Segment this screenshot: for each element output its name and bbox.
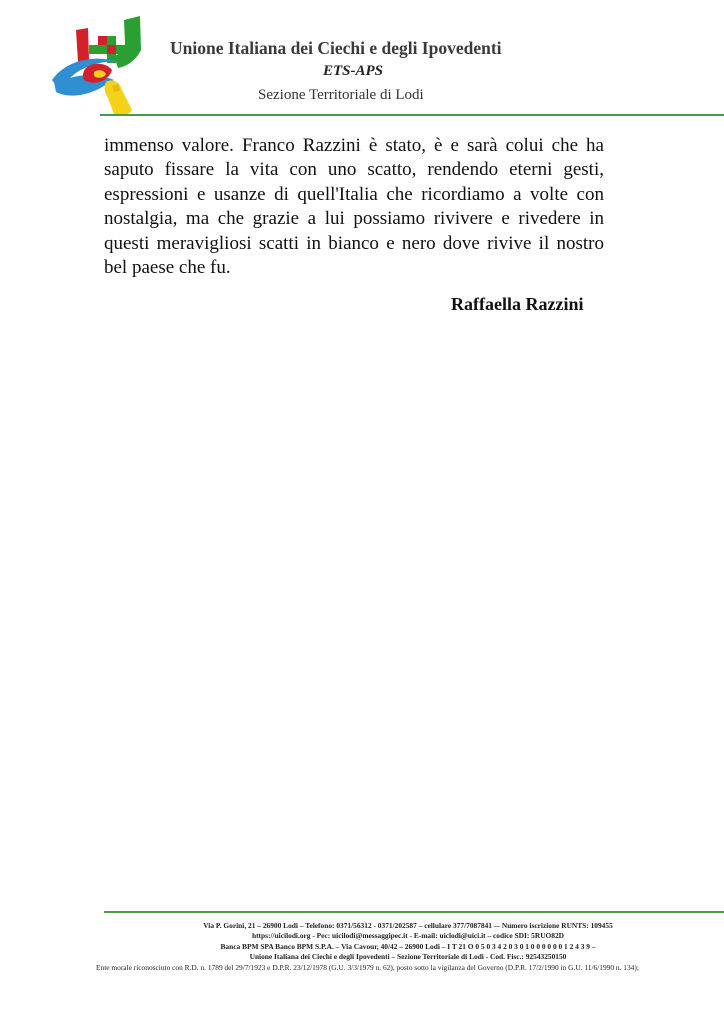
organization-title: Unione Italiana dei Ciechi e degli Ipovedenti: [170, 38, 502, 58]
footer: [96, 921, 720, 973]
section-name: Sezione Territoriale di Lodi: [258, 87, 424, 103]
footer-address: Via P. Gorini, 21 – 26900 Lodi – Telefono: 0371/56312 - 0371/202587 – cellulare 377/7087841 –- Numero iscrizione RUNTS: 109455: [203, 921, 613, 930]
footer-divider: [104, 911, 724, 913]
body-paragraph: immenso valore. Franco Razzini è stato, è e sarà colui che ha saputo fissare la vita con uno scatto, rendendo eterni gesti, espressioni e usanze di quell'Italia che ricordiamo a volte con nostalgia, ma che grazie a lui possiamo rivivere e rivedere in questi meravigliosi scatti in bianco e nero dove rivive il nostro bel paese che fu.: [104, 135, 604, 279]
header-divider: [100, 114, 724, 116]
organization-subtitle: ETS-APS: [322, 63, 383, 79]
footer-contacts: https://uicilodi.org - Pec: uicilodi@messaggipec.it - E-mail: uiclodi@uici.it – codice SDI: 5RUO82D: [251, 931, 565, 941]
signature: Raffaella Razzini: [451, 294, 584, 314]
footer-legal-note: Ente morale riconosciuto con R.D. n. 1789 del 29/7/1923 e D.P.R. 23/12/1978 (G.U. 3/3/1979 n. 62), posto sotto la vigilanza del Governo (D.P.R. 17/2/1990 in G.U. 11/6/1990 n. 134);: [96, 962, 639, 972]
footer-bank: Banca BPM SPA Banco BPM S.P.A. – Via Cavour, 40/42 – 26900 Lodi – I T 21 O 0 5 0 3 4 2 0 3 0 1 0 0 0 0 0 0 1 2 4 3 9 –: [220, 941, 596, 951]
footer-fiscal-code: Unione Italiana dei Ciechi e degli Ipovedenti – Sezione Territoriale di Lodi - Cod. Fisc.: 92543250150: [249, 952, 567, 962]
